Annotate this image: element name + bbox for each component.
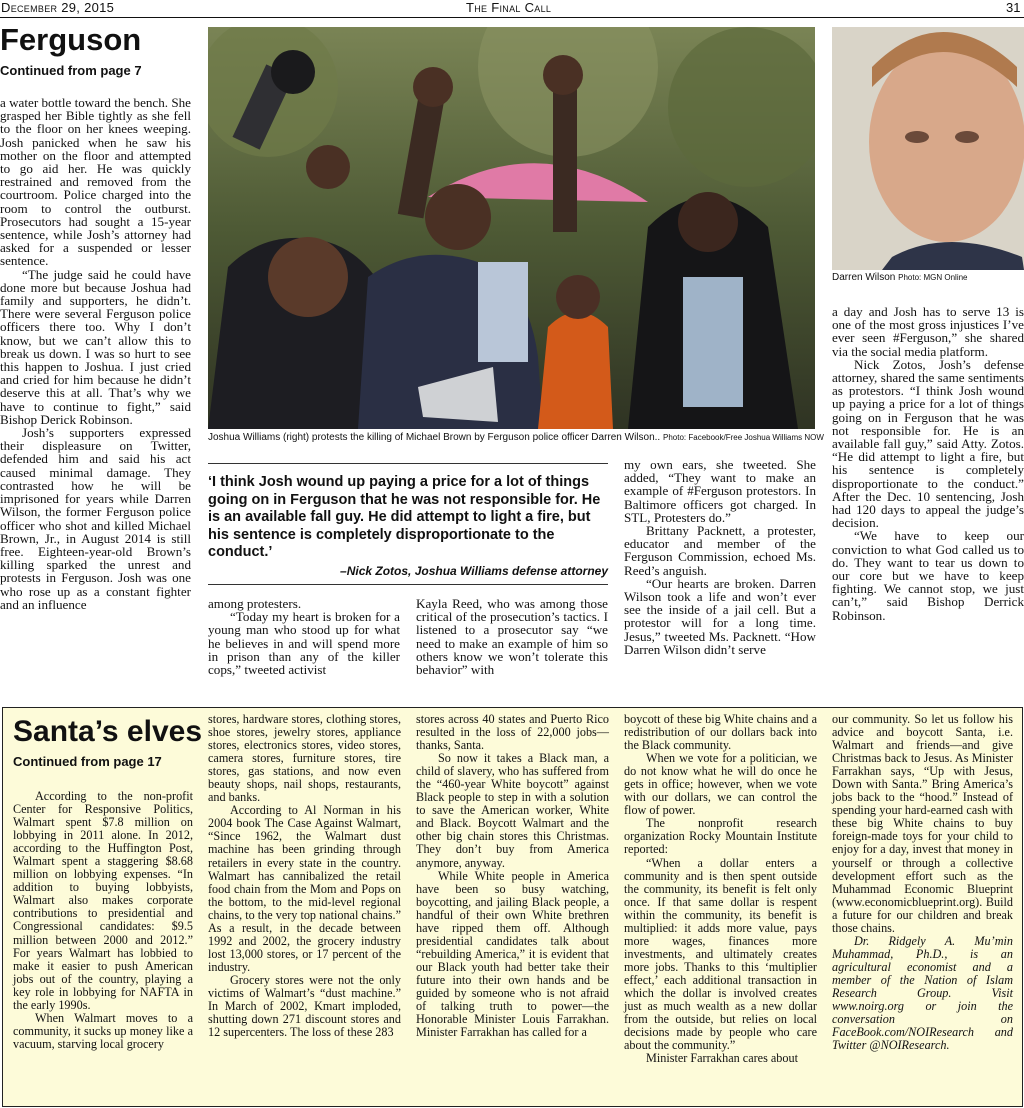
santa-continued-note: Continued from page 17 bbox=[13, 754, 162, 769]
paragraph: While White people in America have been so busy watching, boycotting, and jailing Black people, a handful of their own White brethren have ripped them off. Although presidential candidates talk about “rebuilding America,” it is evident that our Black youth had better take their future into their own hands and be guided by someone who is not afraid of talking truth to power—the Honorable Minister Louis Farrakhan. Minister Farrakhan has called for a bbox=[416, 868, 609, 1040]
portrait-credit: Photo: MGN Online bbox=[898, 273, 968, 282]
caption-text: Joshua Williams (right) protests the killing of Michael Brown by Ferguson police officer Darren Wilson.. bbox=[208, 432, 661, 443]
santa-column-2 bbox=[208, 713, 401, 1039]
pull-quote-attribution: –Nick Zotos, Joshua Williams defense attorney bbox=[340, 563, 608, 578]
paragraph: our community. So let us follow his advice and boycott Santa, i.e. Walmart and friends—and give Christmas back to Jesus. As Minister Farrakhan says, “Up with Jesus, Down with Santa.” Bring America’s jobs back to the “hood.” Instead of spending your hard-earned cash with these big White chains to buy foreign-made toys for your child to enjoy for a day, invest that money in yourself or through a collective development effort such as the Muhammad Economic Blueprint (www.economicblueprint.org). Build a future for our children and break those chains. bbox=[832, 712, 1013, 935]
santa-column-3 bbox=[416, 713, 609, 1039]
paragraph: Brittany Packnett, a protester, educator and member of the Ferguson Commission, echoed Ms. Reed’s anguish. bbox=[624, 523, 816, 578]
page-number: 31 bbox=[1006, 0, 1021, 15]
pull-quote bbox=[208, 463, 608, 585]
santa-column-5 bbox=[832, 713, 1013, 1052]
pull-quote-text: ‘I think Josh wound up paying a price for a lot of things going on in Ferguson that he was not responsible for. He is an available fall guy. He did attempt to light a fire, but his sentence is completely disproportionate to the conduct.’ bbox=[208, 474, 601, 560]
paragraph: stores across 40 states and Puerto Rico resulted in the loss of 22,000 jobs—thanks, Santa. bbox=[416, 712, 609, 753]
ferguson-column-3 bbox=[416, 597, 608, 676]
paragraph: Grocery stores were not the only victims of Walmart’s “dust machine.” In March of 2002, Kmart imploded, shutting down 271 discount stores and 12 supercenters. The loss of these 283 bbox=[208, 972, 401, 1040]
paragraph: a water bottle toward the bench. She grasped her Bible tightly as she fell to the floor on her knees weeping. Josh panicked when he saw his mother on the floor and attempted to go aid her. He was quickly restrained and removed from the courtroom. Police charged into the room to control the outburst. Prosecutors had sought a 15-year sentence, while Josh’s attorney had asked for a suspended or lesser sentence. bbox=[0, 95, 191, 269]
paragraph: “We have to keep our conviction to what God called us to do. They want to tear us down to our core but we have to keep fighting. We cannot stop, we just can’t,” said Bishop Derrick Robinson. bbox=[832, 528, 1024, 623]
santa-column-1 bbox=[13, 790, 193, 1051]
paragraph: among protesters. bbox=[208, 596, 302, 611]
paragraph: “The judge said he could have done more but because Joshua had family and supporters, he didn’t. There were several Ferguson police officers there too. Why I don’t know, but we can’t allow this to break us down. I was so hurt to see this happen to Joshua. I just cried and cried for him because he didn’t deserve this at all. That’s why we have to continue to fight,” said Bishop Derick Robinson. bbox=[0, 266, 191, 427]
paragraph: When we vote for a politician, we do not know what he will do once he gets in office; however, when we vote with our dollars, we can control the flow of power. bbox=[624, 751, 817, 818]
paragraph: Josh’s supporters expressed their displeasure on Twitter, defended him and said his act caused minimal damage. They contrasted how he will be imprisoned for years while Darren Wilson, the former Ferguson police officer who shot and killed Michael Brown, Jr., in August 2014 is still free. Eighteen-year-old Brown’s killing sparked the unrest and protests in Ferguson. Josh was one who rose up as a constant fighter and an influence bbox=[0, 425, 191, 612]
ferguson-column-5 bbox=[832, 305, 1024, 622]
paragraph: my own ears, she tweeted. She added, “They want to make an example of #Ferguson protestors. In Baltimore officers got charged. In STL, Protesters do.” bbox=[624, 457, 816, 525]
paragraph: The nonprofit research organization Rocky Mountain Institute reported: bbox=[624, 816, 817, 857]
photo-caption bbox=[208, 432, 824, 444]
ferguson-column-4 bbox=[624, 458, 816, 656]
paragraph: According to Al Norman in his 2004 book The Case Against Walmart, “Since 1962, the Walmart dust machine has been grinding through retailers in every state in the country. Walmart has cannibalized the retail food chain from the Mom and Pops on the bottom, to the mid-level regional chains, to the very top national chains.” As a result, in the decade between 1992 and 2002, the grocery industry lost 13,000 stores, or 17 percent of the industry. bbox=[208, 803, 401, 974]
continued-note: Continued from page 7 bbox=[0, 63, 142, 78]
santa-elves-box bbox=[2, 707, 1023, 1107]
portrait-image bbox=[832, 27, 1024, 270]
santa-column-4 bbox=[624, 713, 817, 1065]
portrait-name: Darren Wilson bbox=[832, 272, 896, 283]
issue-date: December 29, 2015 bbox=[1, 0, 115, 15]
paragraph: So now it takes a Black man, a child of slavery, who has suffered from the “460-year White boycott” against Black people to step in with a solution to save the American worker, White and Black. Boycott Walmart and the other big chain stores this Christmas. They don’t buy from America anymore, anyway. bbox=[416, 751, 609, 870]
protest-photo-image bbox=[208, 27, 815, 429]
paragraph: “When a dollar enters a community and is then spent outside the community, its benefit is felt only once. If that same dollar is respent within the community, its benefit is multiplied: it adds more value, pays more wages, finances more investments, and ultimately creates more jobs. Thanks to this ‘multiplier effect,’ each additional transaction in which the dollar is involved creates just as much wealth as a new dollar from the outside, but relies on local decisions made by people who care about the community.” bbox=[624, 855, 817, 1053]
page-header bbox=[0, 0, 1024, 18]
santa-headline: Santa’s elves bbox=[13, 715, 203, 748]
paragraph: Nick Zotos, Josh’s defense attorney, shared the same sentiments as protestors. “I think Josh wound up paying a price for a lot of things going on in Ferguson that he was not responsible for. He is an available fall guy,” said Atty. Zotos. “He did attempt to light a fire, but his sentence is completely disproportionate to the conduct.” After the Dec. 10 sentencing, Josh had 120 days to appeal the judge’s decision. bbox=[832, 356, 1024, 531]
portrait-photo bbox=[832, 27, 1024, 270]
author-bio: Dr. Ridgely A. Mu’min Muhammad, Ph.D., is an agricultural economist and a member of the Nation of Islam Research Group. Visit www.noirg.org or join the conversation on FaceBook.com/NOIResearch and Twitter @NOIResearch. bbox=[832, 933, 1013, 1053]
paragraph: boycott of these big White chains and a redistribution of our dollars back into the Black community. bbox=[624, 712, 817, 753]
paragraph: “Our hearts are broken. Darren Wilson took a life and won’t ever see the inside of a jail cell. But a protestor will for a long time. Jesus,” tweeted Ms. Packnett. “How Darren Wilson didn’t serve bbox=[624, 575, 816, 657]
ferguson-column-1 bbox=[0, 96, 191, 611]
paragraph: When Walmart moves to a community, it sucks up money like a vacuum, starving local grocery bbox=[13, 1010, 193, 1051]
protest-photo bbox=[208, 27, 815, 429]
paragraph: Kayla Reed, who was among those critical of the prosecution’s tactics. I listened to a prosecutor say “we need to make an example of him so others know we won’t tolerate this behavior” with bbox=[416, 596, 608, 678]
photo-credit: Photo: Facebook/Free Joshua Williams NOW bbox=[663, 433, 824, 442]
portrait-caption bbox=[832, 272, 968, 284]
paragraph: Minister Farrakhan cares about bbox=[646, 1051, 798, 1066]
paragraph: stores, hardware stores, clothing stores, shoe stores, jewelry stores, appliance stores, electronics stores, video stores, camera stores, furniture stores, tire stores, gas stations, and now even beauty shops, nail shops, restaurants, and banks. bbox=[208, 712, 401, 805]
paragraph: “Today my heart is broken for a young man who stood up for what he believes in and will spend more in prison than any of the killer cops,” tweeted activist bbox=[208, 609, 400, 678]
paragraph: a day and Josh has to serve 13 is one of the most gross injustices I’ve ever seen #Ferguson,” she shared via the social media platform. bbox=[832, 304, 1024, 359]
ferguson-column-2 bbox=[208, 597, 400, 676]
publication-name: The Final Call bbox=[466, 0, 552, 15]
paragraph: According to the non-profit Center for Responsive Politics, Walmart spent $7.8 million on lobbying in 2011 alone. In 2012, according to the Huffington Post, Walmart spent a staggering $8.68 million on lobbying expenses. “In addition to buying lobbyists, Walmart also makes corporate contributions to presidential and Congressional candidates: $9.5 million between 2000 and 2012.” For years Walmart has lobbied to make it easier to push American jobs out of the country, playing a key role in lobbying for NAFTA in the early 1990s. bbox=[13, 789, 193, 1012]
story-headline: Ferguson bbox=[0, 22, 142, 57]
